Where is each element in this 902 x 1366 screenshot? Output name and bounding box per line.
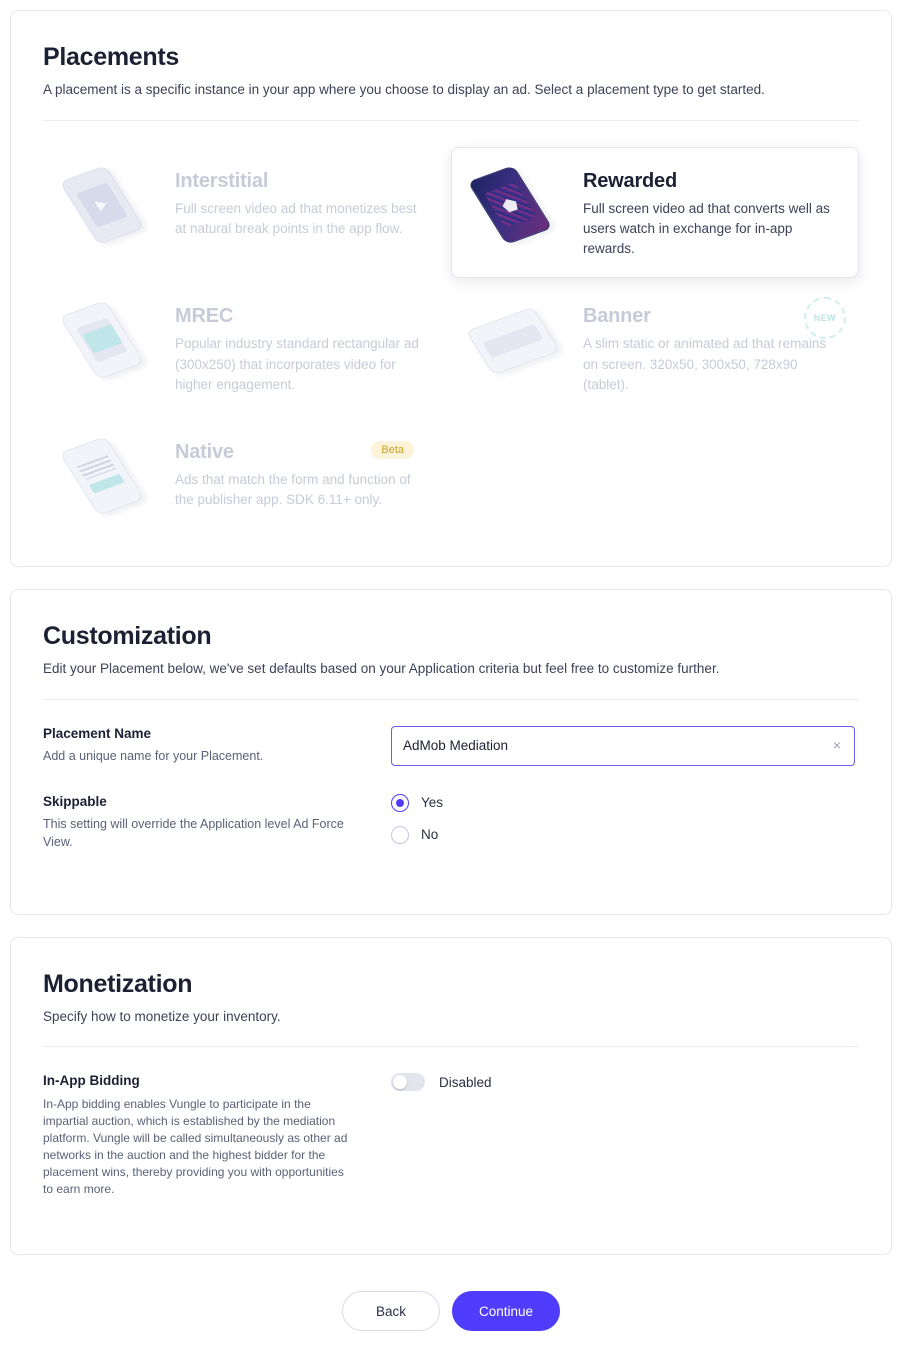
interstitial-thumb-icon xyxy=(64,166,159,244)
placement-type-native[interactable] xyxy=(43,418,451,538)
form-footer xyxy=(10,1277,892,1359)
skippable-option-yes[interactable] xyxy=(391,794,859,812)
placement-type-desc: Full screen video ad that monetizes best at natural break points in the app flow. xyxy=(175,200,417,236)
in-app-bidding-hint: In-App bidding enables Vungle to participate in the impartial auction, which is established by the mediation platform. Vungle will be called simultaneously as other ad networks in the auction and the highest bidder for the placement wins, thereby providing you with opportunities to earn more. xyxy=(43,1097,348,1197)
placement-type-name: Rewarded xyxy=(583,169,677,192)
native-thumb-icon xyxy=(64,437,159,515)
skippable-label-group xyxy=(43,794,391,851)
in-app-bidding-control xyxy=(391,1073,859,1091)
placement-type-interstitial[interactable] xyxy=(43,147,451,279)
placement-type-name: Native xyxy=(175,441,234,464)
new-badge: NEW xyxy=(804,297,846,339)
skippable-control xyxy=(391,794,859,858)
toggle-switch[interactable] xyxy=(391,1073,425,1091)
placement-name-hint: Add a unique name for your Placement. xyxy=(43,748,264,763)
placement-type-rewarded[interactable] xyxy=(451,147,859,279)
skippable-hint: This setting will override the Application level Ad Force View. xyxy=(43,816,344,849)
rewarded-thumb-icon xyxy=(472,166,567,244)
toggle-state-label: Disabled xyxy=(439,1074,492,1090)
placement-type-desc: Ads that match the form and function of the publisher app. SDK 6.11+ only. xyxy=(175,472,411,508)
divider xyxy=(43,1046,859,1047)
back-button[interactable]: Back xyxy=(342,1291,440,1331)
skippable-option-no[interactable] xyxy=(391,826,859,844)
placement-name-row xyxy=(43,726,859,766)
customization-title: Customization xyxy=(43,622,212,651)
page-title: Placements xyxy=(43,43,179,71)
continue-button[interactable]: Continue xyxy=(452,1291,560,1331)
radio-icon[interactable] xyxy=(391,826,409,844)
placement-type-name: Interstitial xyxy=(175,169,269,192)
customization-card xyxy=(10,589,892,915)
skippable-label: Skippable xyxy=(43,793,107,809)
placements-card xyxy=(10,10,892,567)
divider xyxy=(43,699,859,700)
placement-name-label-group xyxy=(43,726,391,765)
placement-type-desc: Full screen video ad that converts well as users watch in exchange for in-app rewards. xyxy=(583,200,830,257)
in-app-bidding-label: In-App Bidding xyxy=(43,1073,140,1089)
radio-label: Yes xyxy=(421,795,444,811)
placements-subtitle: A placement is a specific instance in your app where you choose to display an ad. Select a placement type to get started. xyxy=(43,82,765,97)
monetization-title: Monetization xyxy=(43,969,193,998)
placement-type-grid xyxy=(43,147,859,539)
in-app-bidding-label-group xyxy=(43,1073,391,1198)
skippable-row xyxy=(43,794,859,858)
in-app-bidding-toggle-row[interactable] xyxy=(391,1073,859,1091)
placement-type-desc: Popular industry standard rectangular ad (300x250) that incorporates video for higher engagement. xyxy=(175,336,419,392)
beta-badge: Beta xyxy=(371,441,414,459)
monetization-card xyxy=(10,937,892,1256)
radio-icon[interactable] xyxy=(391,794,409,812)
clear-icon[interactable]: × xyxy=(832,736,842,753)
monetization-subtitle: Specify how to monetize your inventory. xyxy=(43,1008,281,1024)
placement-name-label: Placement Name xyxy=(43,725,152,741)
divider xyxy=(43,120,859,121)
placement-type-name: Banner xyxy=(583,305,651,328)
radio-label: No xyxy=(421,827,439,843)
customization-subtitle: Edit your Placement below, we've set defaults based on your Application criteria but feel free to customize further. xyxy=(43,661,720,677)
placement-name-control xyxy=(391,726,859,766)
mrec-thumb-icon xyxy=(64,301,159,379)
in-app-bidding-row xyxy=(43,1073,859,1198)
placement-type-name: MREC xyxy=(175,305,234,328)
placement-type-desc: A slim static or animated ad that remains on screen. 320x50, 300x50, 728x90 (tablet). xyxy=(583,336,827,392)
banner-thumb-icon xyxy=(472,301,567,379)
placement-name-input[interactable] xyxy=(391,726,855,766)
placement-type-mrec[interactable] xyxy=(43,282,451,414)
placement-type-banner[interactable] xyxy=(451,282,859,414)
